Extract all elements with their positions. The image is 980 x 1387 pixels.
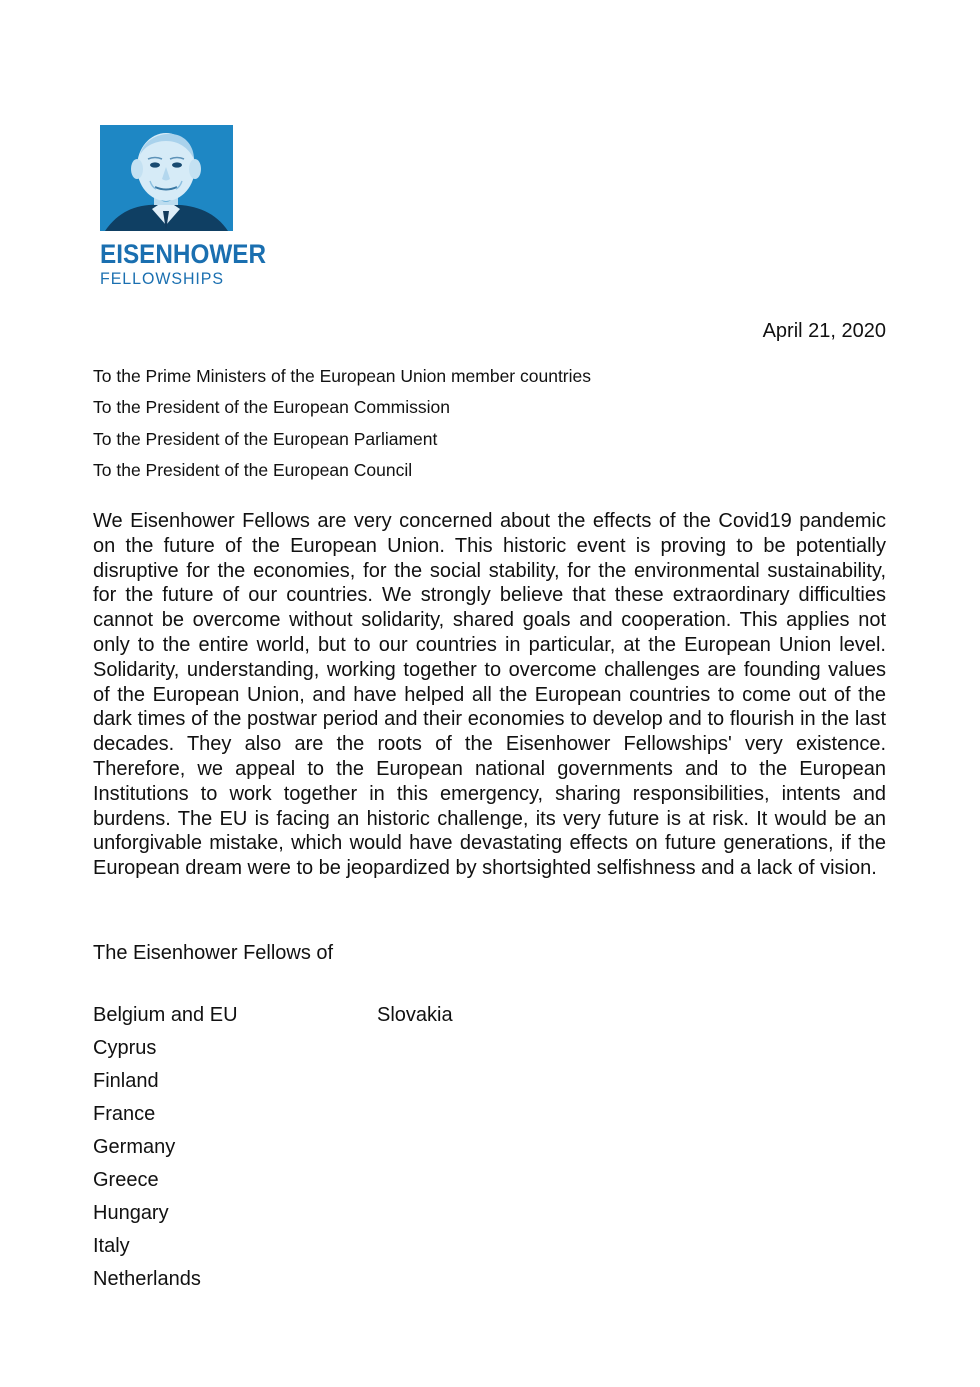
letter-date: April 21, 2020	[762, 320, 886, 342]
logo-subtitle: FELLOWSHIPS	[100, 269, 225, 288]
addressee-line: To the Prime Ministers of the European Union member countries	[93, 366, 592, 386]
signoff: The Eisenhower Fellows of	[93, 942, 334, 964]
eisenhower-fellowships-logo	[100, 125, 267, 289]
addressee-line: To the President of the European Council	[93, 459, 413, 480]
addressee-list	[93, 361, 893, 486]
letter-body: We Eisenhower Fellows are very concerned about the effects of the Covid19 pandemic on the future of the European Union. This historic event is proving to be potentially disruptive for the economies, for the social stability, for the environmental sustainability, for the future of our countries. We strongly believe that these extraordinary difficulties cannot be overcome without solidarity, shared goals and cooperation. This applies not only to the entire world, but to our countries in particular, at the European Union level. Solidarity, understanding, working together to overcome challenges are founding values of the European Union, and have helped all the European countries to come out of the dark times of the postwar period and their economies to develop and to flourish in the last decades. They also are the roots of the Eisenhower Fellowships' very existence. Therefore, we appeal to the European national governments and to the European Institutions to work together in this emergency, sharing responsibilities, intents and burdens. The EU is facing an historic challenge, its very future is at risk. It would be an unforgivable mistake, which would have devastating effects on future generations, if the European dream were to be jeopardized by shortsighted selfishness and a lack of vision.	[93, 510, 886, 880]
country-item: Italy	[93, 1235, 130, 1257]
country-list-column-1	[93, 999, 238, 1296]
country-item: Finland	[93, 1070, 159, 1092]
country-item: Germany	[93, 1136, 176, 1158]
addressee-line: To the President of the European Commission	[93, 397, 450, 418]
country-item: Netherlands	[93, 1268, 201, 1290]
portrait-image	[100, 125, 233, 231]
country-item: Greece	[93, 1169, 159, 1191]
country-item: Slovakia	[377, 1004, 453, 1026]
country-item: France	[93, 1103, 156, 1125]
logo-name: EISENHOWER	[100, 239, 267, 269]
addressee-line: To the President of the European Parliament	[93, 428, 438, 449]
country-item: Hungary	[93, 1202, 169, 1224]
country-item: Cyprus	[93, 1037, 157, 1059]
country-list-column-2	[377, 999, 453, 1032]
country-item: Belgium and EU	[93, 1004, 238, 1026]
